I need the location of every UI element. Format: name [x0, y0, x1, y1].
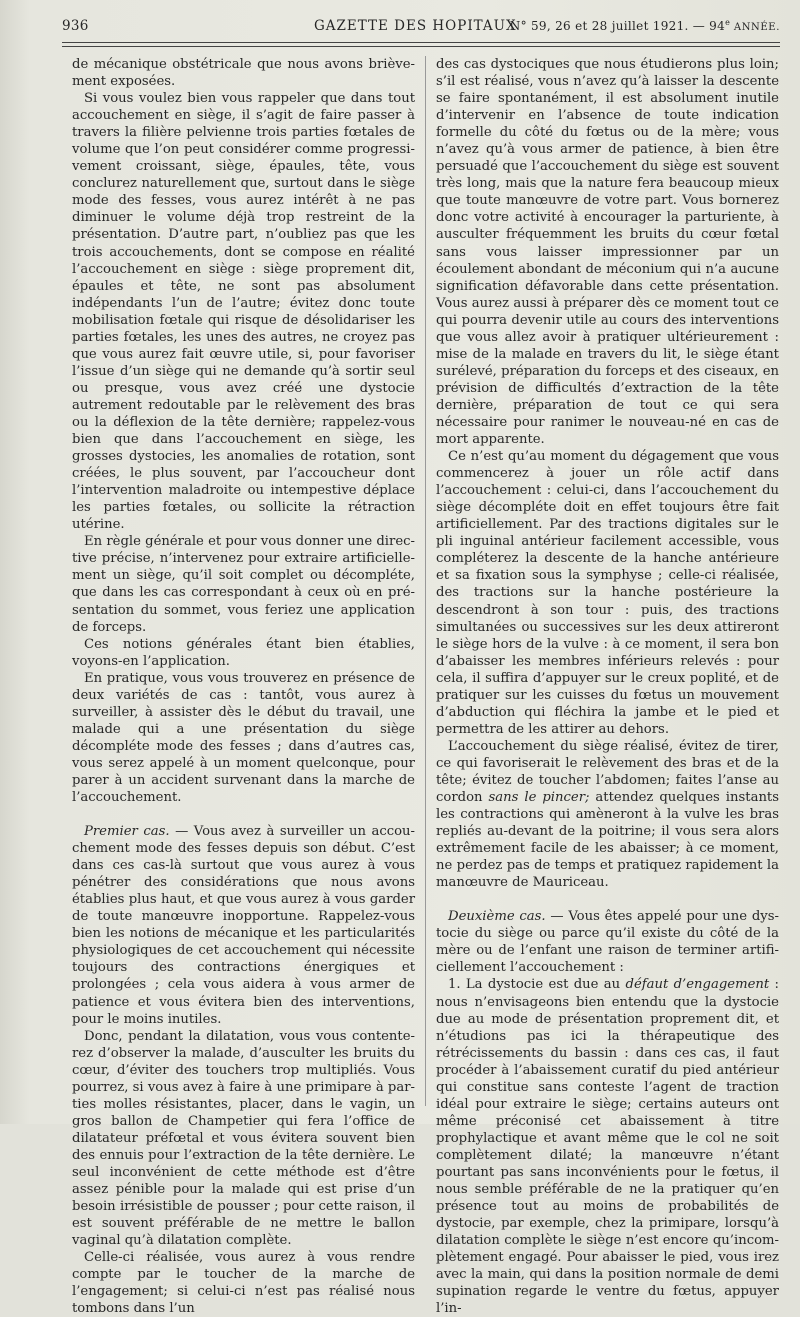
running-header — [62, 14, 780, 34]
paragraph: Ces notions générales étant bien établies, voyons-en l’application. — [72, 636, 415, 669]
header-rule-top — [62, 42, 780, 43]
issue-info — [510, 18, 780, 33]
paragraph: En règle générale et pour vous donner une directive précise, n’intervenez pour extraire artificiellement un siège, qu’il soit complet ou décompléte, que dans les cas correspondant à ceux où en présentation du sommet, vous feriez une application de forceps. — [72, 534, 415, 635]
paragraph: Si vous voulez bien vous rappeler que dans tout accouchement en siège, il s’agit de faire passer à travers la filière pelvienne trois parties fœtales de volume que l’on peut considérer comme progressivement croissant, siège, épaules, tête, vous conclurez naturellement que, surtout dans le siège mode des fesses, vous aurez intérêt à ne pas diminuer le volume déjà trop restreint de la présentation. D’autre part, n’oubliez pas que les trois accouchements, dont se compose en réalité l’accouchement en siège : siège proprement dit, épaules et tête, ne sont pas absolument indépendants l’un de l’autre; évitez donc toute mobilisation fœtale qui risque de désolidariser les parties fœtales, les unes des autres, ne croyez pas que vous aurez fait œuvre utile, si, pour favoriser l’issue d’un siège qui ne demande qu’à sortir seul ou presque, vous avez créé une dystocie autrement redoutable par le relèvement des bras ou la déflexion de la tête dernière; rappelez-vous bien que dans l’accouchement en siège, les grosses dystocies, les anomalies de rotation, sont créées, le plus souvent, par l’accoucheur dont l’intervention maladroite ou intempestive déplace les parties fœtales, ou sollicite la rétraction utérine. — [72, 91, 415, 533]
column-divider — [425, 56, 426, 1106]
italic-phrase: défaut d’engagement — [625, 977, 770, 993]
header-rule-bottom — [62, 46, 780, 47]
italic-phrase: sans le pincer; — [488, 790, 590, 806]
journal-title: GAZETTE DES HOPITAUX — [314, 18, 517, 34]
paragraph: des cas dystociques que nous étudierons plus loin; s’il est réalisé, vous n’avez qu’à laisser la descente se faire spontanément, il est absolument inutile d’intervenir en l’absence de toute indication formelle du côté du fœtus ou de la mère; vous n’avez qu’à vous armer de patience, à bien être persuadé que l’accouchement du siège est souvent très long, mais que la nature fera beaucoup mieux que toute manœuvre de votre part. Vous bornerez donc votre activité à encourager la parturiente, à ausculter fréquemment les bruits du cœur fœtal sans vous laisser impressionner par un écoulement abondant de méconium qui n’a aucune signification défavorable dans cette présentation. Vous aurez aussi à préparer dès ce moment tout ce qui pourra devenir utile au cours des interventions que vous allez avoir à pratiquer ultérieurement : mise de la malade en travers du lit, le siège étant surélevé, préparation du forceps et des ciseaux, en prévision de difficultés d’extraction de la tête dernière, préparation de tout ce qui sera nécessaire pour ranimer le nouveau-né en cas de mort apparente. — [436, 57, 779, 448]
paragraph: En pratique, vous vous trouverez en présence de deux variétés de cas : tantôt, vous aurez à surveiller, à assister dès le début du travail, une malade qui a une présentation du siège décompléte mode des fesses ; dans d’autres cas, vous serez appelé à un moment quelconque, pour parer à un accident survenant dans la marche de l’accouchement. — [72, 670, 415, 806]
issue-year-label: ANNÉE. — [730, 22, 780, 33]
italic-phrase: Premier cas. — [84, 824, 170, 840]
paragraph: 1. La dystocie est due au défaut d’engagement : nous n’envisageons bien entendu que la dystocie due au mode de présentation proprement dit, et n’étudions pas ici la thérapeutique des rétrécissements du bassin : dans ces cas, il faut procéder à l’abaissement curatif du pied antérieur qui constitue sans conteste l’agent de traction idéal pour extraire le siège; certains auteurs ont même préconisé cet abaissement à titre prophylactique et avant même que le col ne soit complètement dilaté; la manœuvre n’étant pourtant pas sans inconvénients pour le fœtus, il nous semble préférable de ne la pratiquer qu’en présence tout au moins de probabilités de dystocie, par exemple, chez la primipare, lorsqu’à dilatation complète le siège n’est encore qu’incomplètement engagé. Pour abaisser le pied, vous irez avec la main, qui dans la position normale de demi supination regarde le ventre du fœtus, appuyer l’in- — [436, 977, 779, 1317]
right-column — [436, 56, 779, 1317]
italic-phrase: Deuxième cas. — [448, 909, 546, 925]
paragraph-deuxieme-cas: Deuxième cas. — Vous êtes appelé pour une dystocie du siège ou parce qu’il existe du côté de la mère ou de l’enfant une raison de terminer artificiellement l’accouchement : — [436, 909, 779, 976]
issue-number-date: N° 59, 26 et 28 juillet 1921. — 94 — [509, 19, 726, 33]
issue-ordinal: e — [725, 18, 731, 27]
paragraph: L’accouchement du siège réalisé, évitez de tirer, ce qui favoriserait le relèvement des bras et de la tête; évitez de toucher l’abdomen; faites l’anse au cordon sans le pincer; attendez quelques instants les contractions qui amèneront à la vulve les bras repliés au-devant de la poitrine; il vous sera alors extrêmement facile de les abaisser; à ce moment, ne perdez pas de temps et pratiquez rapidement la manœuvre de Mauriceau. — [436, 738, 779, 891]
paragraph: Celle-ci réalisée, vous aurez à vous rendre compte par le toucher de la marche de l’engagement; si celui-ci n’est pas réalisé nous tombons dans l’un — [72, 1250, 415, 1317]
paragraph-premier-cas: Premier cas. — Vous avez à surveiller un accouchement mode des fesses depuis son début. C’est dans ces cas-là surtout que vous aurez à vous pénétrer des considérations que nous avons établies plus haut, et que vous aurez à vous garder de toute manœuvre inopportune. Rappelez-vous bien les notions de mécanique et les particularités physiologiques de cet accouchement qui nécessite toujours des contractions énergiques et prolongées ; cela vous aidera à vous armer de patience et vous évitera bien des interventions, pour le moins inutiles. — [72, 824, 416, 1027]
page-number: 936 — [62, 18, 89, 34]
paragraph: de mécanique obstétricale que nous avons brièvement exposées. — [72, 57, 415, 90]
left-column — [72, 56, 415, 1317]
paragraph: Ce n’est qu’au moment du dégagement que vous commencerez à jouer un rôle actif dans l’accouchement : celui-ci, dans l’accouchement du siège décompléte doit en effet toujours être fait artificiellement. Par des tractions digitales sur le pli inguinal antérieur facilement accessible, vous compléterez la descente de la hanche antérieure et sa fixation sous la symphyse ; celle-ci réalisée, des tractions sur la hanche postérieure la descendront à son tour : puis, des tractions simultanées ou successives sur les deux attireront le siège hors de la vulve : à ce moment, il sera bon d’abaisser les membres inférieurs relevés : pour cela, il suffira d’appuyer sur le creux poplité, et de pratiquer sur les cuisses du fœtus un mouvement d’abduction qui fléchira la jambe et le pied et permettra de les attirer au dehors. — [436, 449, 779, 737]
paragraph: Donc, pendant la dilatation, vous vous contenterez d’observer la malade, d’ausculter les bruits du cœur, d’éviter des touchers trop multipliés. Vous pourrez, si vous avez à faire à une primipare à parties molles résistantes, placer, dans le vagin, un gros ballon de Champetier qui fera l’office de dilatateur préfœtal et vous évitera souvent bien des ennuis pour l’extraction de la tête dernière. Le seul inconvénient de cette méthode est d’être assez pénible pour la malade qui est prise d’un besoin irrésistible de pousser ; pour cette raison, il est souvent préférable de ne mettre le ballon vaginal qu’à dilatation complète. — [72, 1028, 415, 1249]
